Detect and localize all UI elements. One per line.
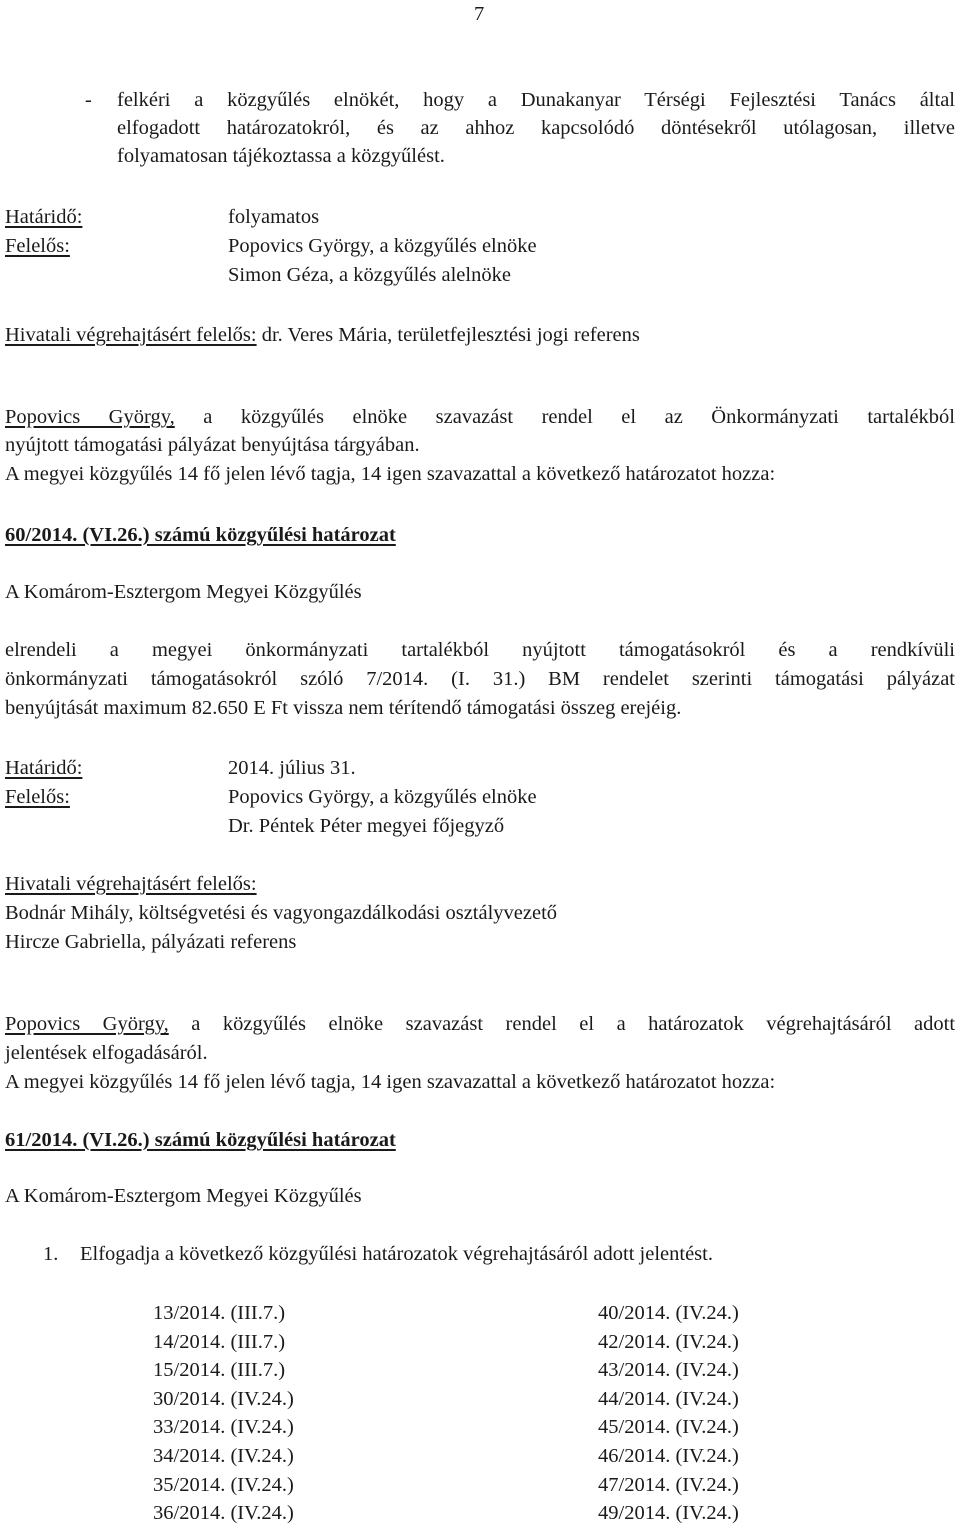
list-item: 36/2014. (IV.24.)	[153, 1502, 294, 1524]
vote-line	[5, 403, 955, 432]
list-item: 30/2014. (IV.24.)	[153, 1388, 294, 1410]
deadline-value: folyamatos	[228, 206, 320, 228]
list-item: 14/2014. (III.7.)	[153, 1331, 286, 1353]
chair-name: Popovics György,	[5, 1013, 169, 1035]
vote-result: A megyei közgyűlés 14 fő jelen lévő tagja, 14 igen szavazattal a következő határozatot hozza:	[5, 1071, 776, 1093]
list-dash: -	[85, 89, 92, 111]
list-item: 47/2014. (IV.24.)	[598, 1474, 739, 1496]
resolution-text-line: benyújtását maximum 82.650 E Ft vissza nem térítendő támogatási összeg erejéig.	[5, 697, 682, 719]
list-item: 13/2014. (III.7.)	[153, 1302, 286, 1324]
list-item: 34/2014. (IV.24.)	[153, 1445, 294, 1467]
office-responsible-line	[5, 321, 640, 350]
page-number: 7	[474, 3, 485, 25]
vote-result: A megyei közgyűlés 14 fő jelen lévő tagja, 14 igen szavazattal a következő határozatot hozza:	[5, 463, 776, 485]
resolution-text-line: önkormányzati támogatásokról szóló 7/2014. (I. 31.) BM rendelet szerinti támogatási pályázat	[5, 668, 955, 690]
resolution-body: A Komárom-Esztergom Megyei Közgyűlés	[5, 581, 362, 603]
responsible-person: Simon Géza, a közgyűlés alelnöke	[228, 264, 511, 286]
list-item: 43/2014. (IV.24.)	[598, 1359, 739, 1381]
vote-line: nyújtott támogatási pályázat benyújtása tárgyában.	[5, 434, 420, 456]
deadline-label: Határidő:	[5, 757, 83, 779]
paragraph-line: folyamatosan tájékoztassa a közgyűlést.	[117, 145, 445, 167]
list-item: 46/2014. (IV.24.)	[598, 1445, 739, 1467]
list-item: 44/2014. (IV.24.)	[598, 1388, 739, 1410]
responsible-person: Popovics György, a közgyűlés elnöke	[228, 786, 537, 808]
list-item: 15/2014. (III.7.)	[153, 1359, 286, 1381]
list-item: 40/2014. (IV.24.)	[598, 1302, 739, 1324]
resolution-title: 60/2014. (VI.26.) számú közgyűlési határozat	[5, 524, 396, 546]
office-responsible-person: Hircze Gabriella, pályázati referens	[5, 931, 297, 953]
resolution-text-line: elrendeli a megyei önkormányzati tartalékból nyújtott támogatásokról és a rendkívüli	[5, 639, 955, 661]
resolution-title: 61/2014. (VI.26.) számú közgyűlési határozat	[5, 1129, 396, 1151]
paragraph-line: elfogadott határozatokról, és az ahhoz kapcsolódó döntésekről utólagosan, illetve	[117, 117, 955, 139]
deadline-value: 2014. július 31.	[228, 757, 356, 779]
vote-line: jelentések elfogadásáról.	[5, 1042, 208, 1064]
vote-text: a közgyűlés elnöke szavazást rendel el a határozatok végrehajtásáról adott	[168, 1013, 956, 1035]
list-item: 42/2014. (IV.24.)	[598, 1331, 739, 1353]
responsible-label: Felelős:	[5, 786, 70, 808]
item-text: Elfogadja a következő közgyűlési határozatok végrehajtásáról adott jelentést.	[80, 1243, 713, 1265]
list-item: 49/2014. (IV.24.)	[598, 1502, 739, 1524]
resolution-body: A Komárom-Esztergom Megyei Közgyűlés	[5, 1185, 362, 1207]
responsible-person: Popovics György, a közgyűlés elnöke	[228, 235, 537, 257]
vote-line	[5, 1010, 955, 1039]
office-responsible-person: Bodnár Mihály, költségvetési és vagyongazdálkodási osztályvezető	[5, 902, 558, 924]
chair-name: Popovics György,	[5, 406, 175, 428]
vote-text: a közgyűlés elnöke szavazást rendel el az Önkormányzati tartalékból	[174, 406, 955, 428]
list-item: 33/2014. (IV.24.)	[153, 1416, 294, 1438]
list-item: 35/2014. (IV.24.)	[153, 1474, 294, 1496]
responsible-person: Dr. Péntek Péter megyei főjegyző	[228, 815, 505, 837]
responsible-label: Felelős:	[5, 235, 70, 257]
list-item: 45/2014. (IV.24.)	[598, 1416, 739, 1438]
deadline-label: Határidő:	[5, 206, 83, 228]
office-responsible-label: Hivatali végrehajtásért felelős:	[5, 873, 257, 895]
item-number: 1.	[43, 1243, 59, 1265]
office-responsible-label: Hivatali végrehajtásért felelős:	[5, 324, 257, 346]
office-responsible-value: dr. Veres Mária, területfejlesztési jogi referens	[256, 324, 640, 346]
paragraph-line: felkéri a közgyűlés elnökét, hogy a Dunakanyar Térségi Fejlesztési Tanács által	[117, 89, 955, 111]
